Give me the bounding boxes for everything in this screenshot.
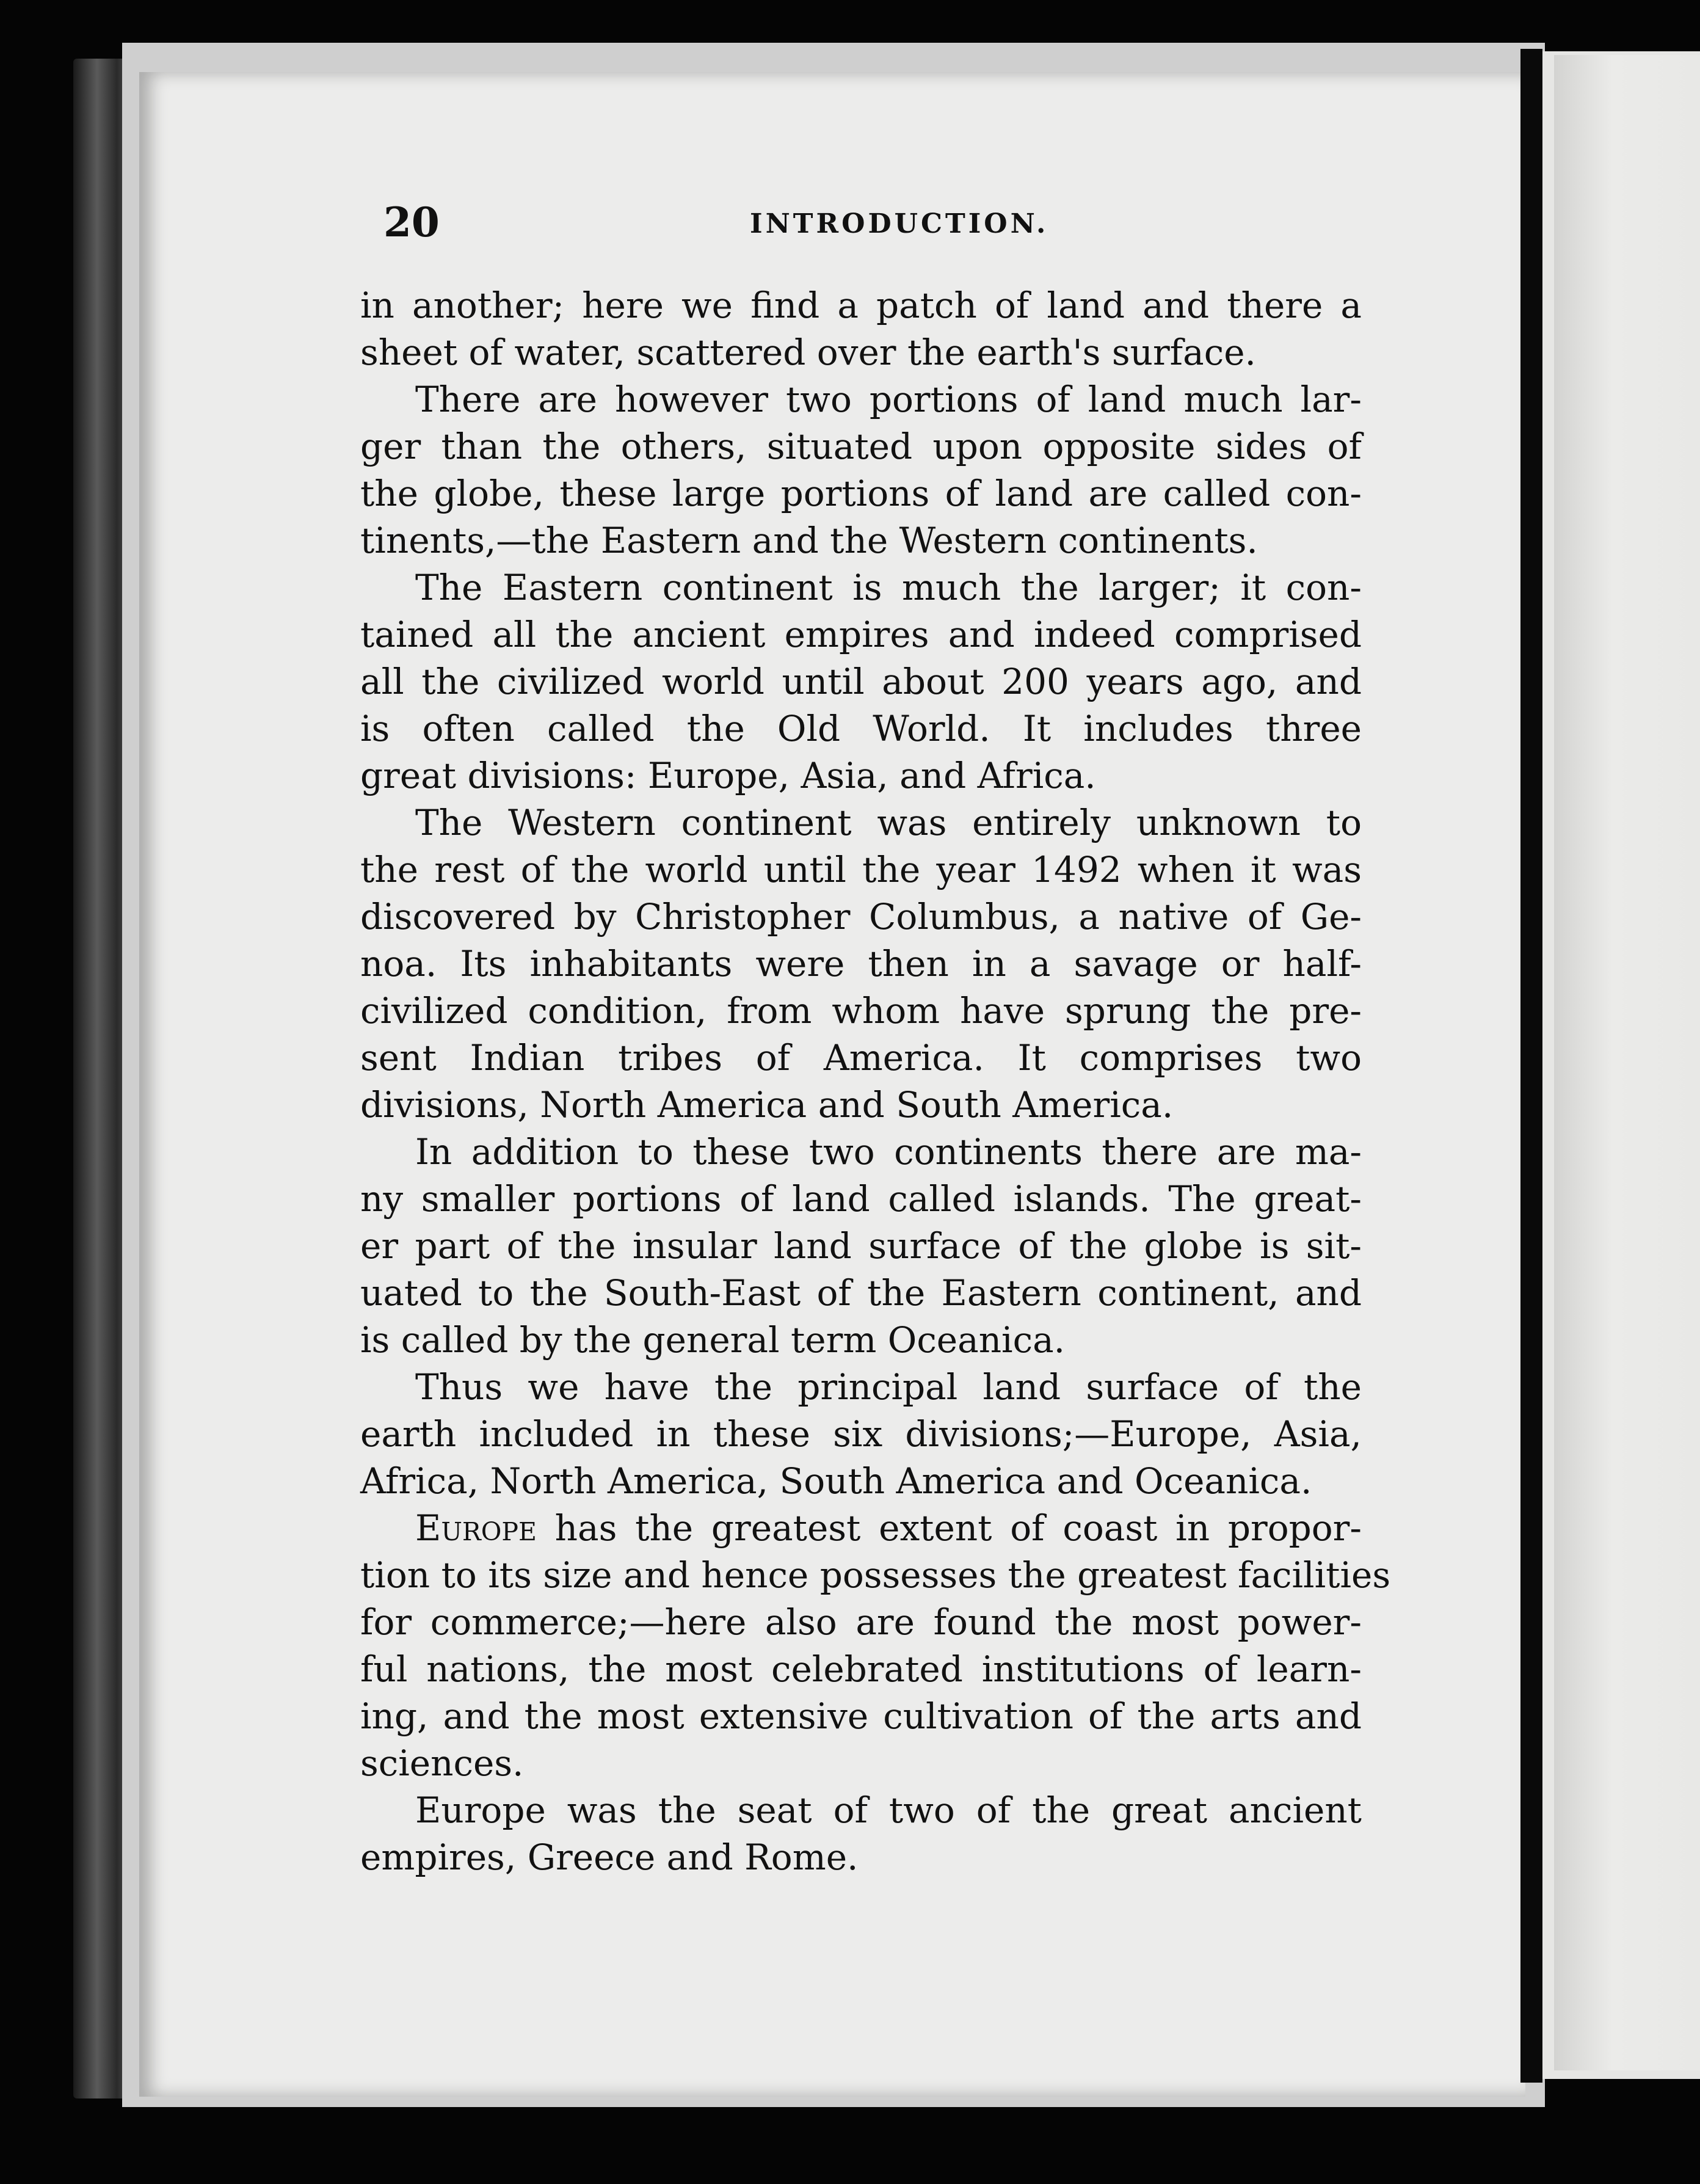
text-line: ing, and the most extensive cultivation of the arts and xyxy=(360,1695,1362,1737)
text-line: is often called the Old World. It includes three xyxy=(360,708,1362,749)
text-line: is called by the general term Oceanica. xyxy=(360,1319,1066,1361)
text-line: the globe, these large portions of land are called con- xyxy=(360,473,1362,514)
text-line: ful nations, the most celebrated institutions of learn- xyxy=(360,1648,1362,1690)
lead-word: Europe xyxy=(415,1507,537,1549)
book-spine-gap xyxy=(1520,49,1542,2083)
section-title: INTRODUCTION. xyxy=(750,208,1049,239)
text-line: sheet of water, scattered over the earth's surface. xyxy=(360,332,1256,373)
text-line-rest: has the greatest extent of coast in propor- xyxy=(536,1507,1362,1549)
body-text xyxy=(360,282,1391,1881)
text-line: Africa, North America, South America and Oceanica. xyxy=(360,1460,1312,1502)
facing-page-surface xyxy=(1554,55,1700,2070)
text-line: ny smaller portions of land called islands. The great- xyxy=(360,1178,1362,1220)
text-line: the rest of the world until the year 1492 when it was xyxy=(360,849,1362,890)
text-line: civilized condition, from whom have sprung the pre- xyxy=(360,990,1362,1032)
text-line: sent Indian tribes of America. It comprises two xyxy=(360,1037,1362,1079)
text-line: earth included in these six divisions;—Europe, Asia, xyxy=(360,1413,1362,1455)
text-line: divisions, North America and South America. xyxy=(360,1084,1174,1126)
text-line: The Western continent was entirely unknown to xyxy=(415,802,1362,843)
text-line: empires, Greece and Rome. xyxy=(360,1836,859,1878)
text-line: er part of the insular land surface of the globe is sit- xyxy=(360,1225,1362,1267)
text-line: Thus we have the principal land surface of the xyxy=(415,1366,1362,1408)
text-line: for commerce;—here also are found the most power- xyxy=(360,1601,1362,1643)
text-line: ger than the others, situated upon opposite sides of xyxy=(360,426,1362,467)
text-line: tion to its size and hence possesses the greatest facilities xyxy=(360,1554,1391,1596)
text-line: great divisions: Europe, Asia, and Africa. xyxy=(360,755,1096,796)
text-line: discovered by Christopher Columbus, a native of Ge- xyxy=(360,896,1362,937)
text-line: all the civilized world until about 200 years ago, and xyxy=(360,661,1362,702)
text-line: tinents,—the Eastern and the Western continents. xyxy=(360,520,1258,561)
page-number: 20 xyxy=(383,198,440,246)
text-line: in another; here we find a patch of land and there a xyxy=(360,285,1362,326)
text-line: The Eastern continent is much the larger; it con- xyxy=(415,567,1362,608)
text-line xyxy=(360,1505,1362,1552)
text-line: In addition to these two continents there are ma- xyxy=(415,1131,1362,1173)
text-line: noa. Its inhabitants were then in a savage or half- xyxy=(360,943,1362,985)
text-line: sciences. xyxy=(360,1742,524,1784)
running-head xyxy=(383,198,1360,253)
text-line: tained all the ancient empires and indeed comprised xyxy=(360,614,1362,655)
text-line: Europe was the seat of two of the great ancient xyxy=(415,1789,1362,1831)
text-line: There are however two portions of land much lar- xyxy=(415,379,1362,420)
text-line: uated to the South-East of the Eastern continent, and xyxy=(360,1272,1362,1314)
